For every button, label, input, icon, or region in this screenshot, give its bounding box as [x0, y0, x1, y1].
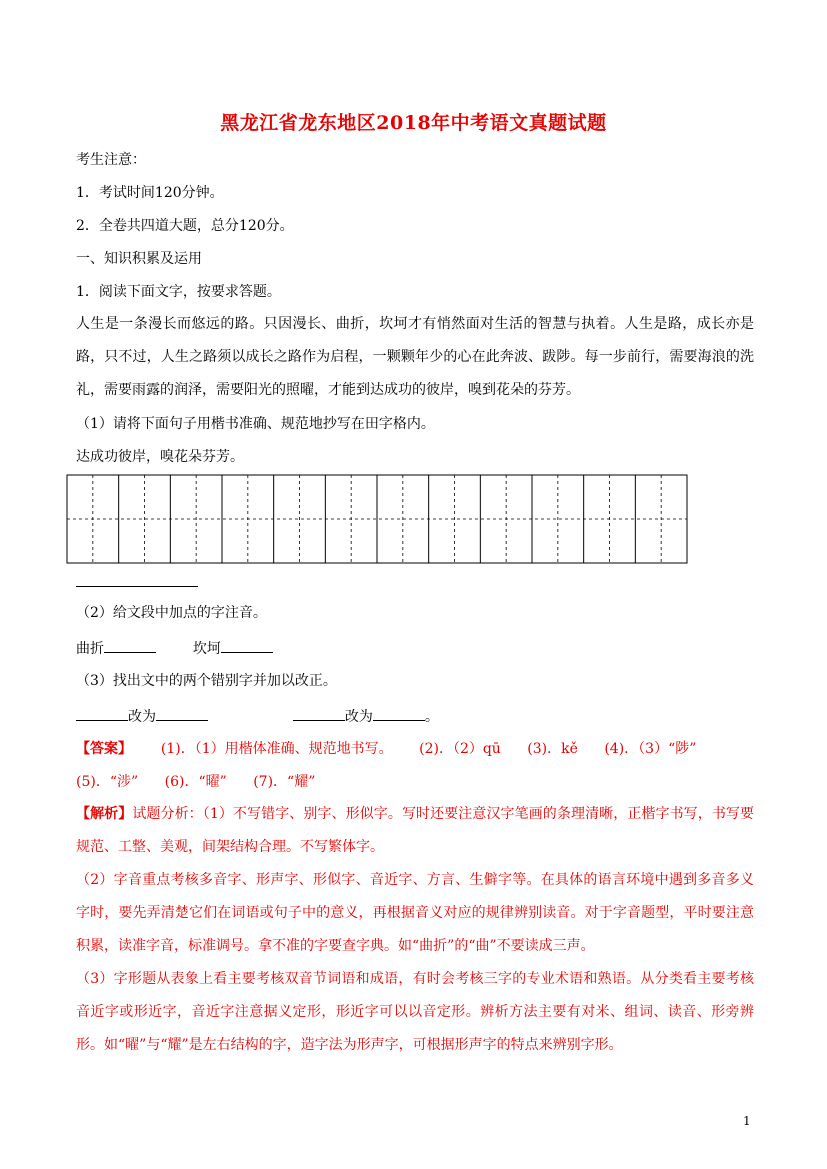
- pinyin-answer-2[interactable]: [221, 638, 273, 653]
- analysis-label: 【解析】: [76, 806, 133, 822]
- correct-char-blank-1[interactable]: [156, 706, 208, 721]
- analysis-paragraph-3: （3）字形题从表象上看主要考核双音节词语和成语，有时会考核三字的专业术语和熟语。从分类看主要考核音近字或形近字，音近字注意据义定形，形近字可以以音定形。辨析方法主要有对米、组词、读音、形旁辨形。如“曜”与“耀”是左右结构的字，造字法为形声字，可根据形声字的特点来辨别字形。: [76, 971, 754, 1053]
- page-title: 黑龙江省龙东地区2018年中考语文真题试题: [220, 112, 607, 134]
- correction-label-2: 改为: [344, 709, 373, 725]
- answer-item-7: (7)．“耀”: [253, 774, 316, 790]
- answer-row-2: [76, 772, 315, 792]
- correction-row: 改为 改为 。: [76, 706, 439, 727]
- sub-question-1: （1）请将下面句子用楷书准确、规范地抄写在田字格内。: [76, 416, 435, 432]
- analysis-text-1: 试题分析：（1）不写错字、别字、形似字。写时还要注意汉字笔画的条理清晰，正楷字书写，书写要规范、工整、美观，间架结构合理。不写繁体字。: [76, 806, 755, 855]
- notice-item-2: 2．全卷共四道大题，总分120分。: [76, 218, 294, 234]
- sub-question-3: （3）找出文中的两个错别字并加以改正。: [76, 673, 337, 689]
- pinyin-answer-1[interactable]: [104, 638, 156, 653]
- answer-item-1: (1)．（1）用楷体准确、规范地书写。: [160, 741, 393, 757]
- answer-item-2: (2)．（2）qū: [419, 741, 501, 757]
- notice-item-1: 1．考试时间120分钟。: [76, 185, 224, 201]
- notice-heading: 考生注意：: [76, 152, 146, 168]
- analysis-paragraph-1: [76, 798, 754, 864]
- correct-char-blank-2[interactable]: [373, 706, 425, 721]
- correction-label-1: 改为: [128, 709, 156, 725]
- wrong-char-blank-1[interactable]: [76, 706, 128, 721]
- question-1-prompt: 1．阅读下面文字，按要求答题。: [76, 284, 281, 300]
- pinyin-row: [76, 638, 273, 659]
- reading-passage: 人生是一条漫长而悠远的路。只因漫长、曲折，坎坷才有悄然面对生活的智慧与执着。人生是路，成长亦是路，只不过，人生之路须以成长之路作为启程，一颗颗年少的心在此奔波、跋陟。每一步前行，需要海浪的洗礼，需要雨露的润泽，需要阳光的照曜，才能到达成功的彼岸，嗅到花朵的芬芳。: [76, 316, 754, 398]
- answer-row-1: [76, 739, 696, 759]
- pinyin-word-2: 坎坷: [192, 641, 221, 657]
- sub-question-2: （2）给文段中加点的字注音。: [76, 605, 267, 621]
- tianzige-grid[interactable]: [66, 474, 688, 568]
- separator-line: [76, 586, 198, 587]
- answer-item-6: (6)．“曜”: [164, 774, 227, 790]
- pinyin-word-1: 曲折: [76, 641, 104, 657]
- page-number: 1: [743, 1114, 751, 1128]
- analysis-paragraph-2: （2）字音重点考核多音字、形声字、形似字、音近字、方言、生僻字等。在具体的语言环境中遇到多音多义字时，要先弄清楚它们在词语或句子中的意义，再根据音义对应的规律辨别读音。对于字音题型，平时要注意积累，读准字音，标准调号。拿不准的字要查字典。如“曲折”的“曲”不要读成三声。: [76, 872, 754, 954]
- answer-item-5: (5)．“涉”: [76, 774, 139, 790]
- tianzige-grid-svg[interactable]: [66, 474, 688, 564]
- copy-sentence: 达成功彼岸，嗅花朵芬芳。: [76, 449, 244, 465]
- answer-item-4: (4)．（3）“陟”: [604, 741, 697, 757]
- wrong-char-blank-2[interactable]: [293, 706, 345, 721]
- section-heading: 一、知识积累及运用: [76, 251, 202, 267]
- answer-item-3: (3)．kě: [527, 741, 578, 757]
- answer-label: 【答案】: [76, 741, 132, 757]
